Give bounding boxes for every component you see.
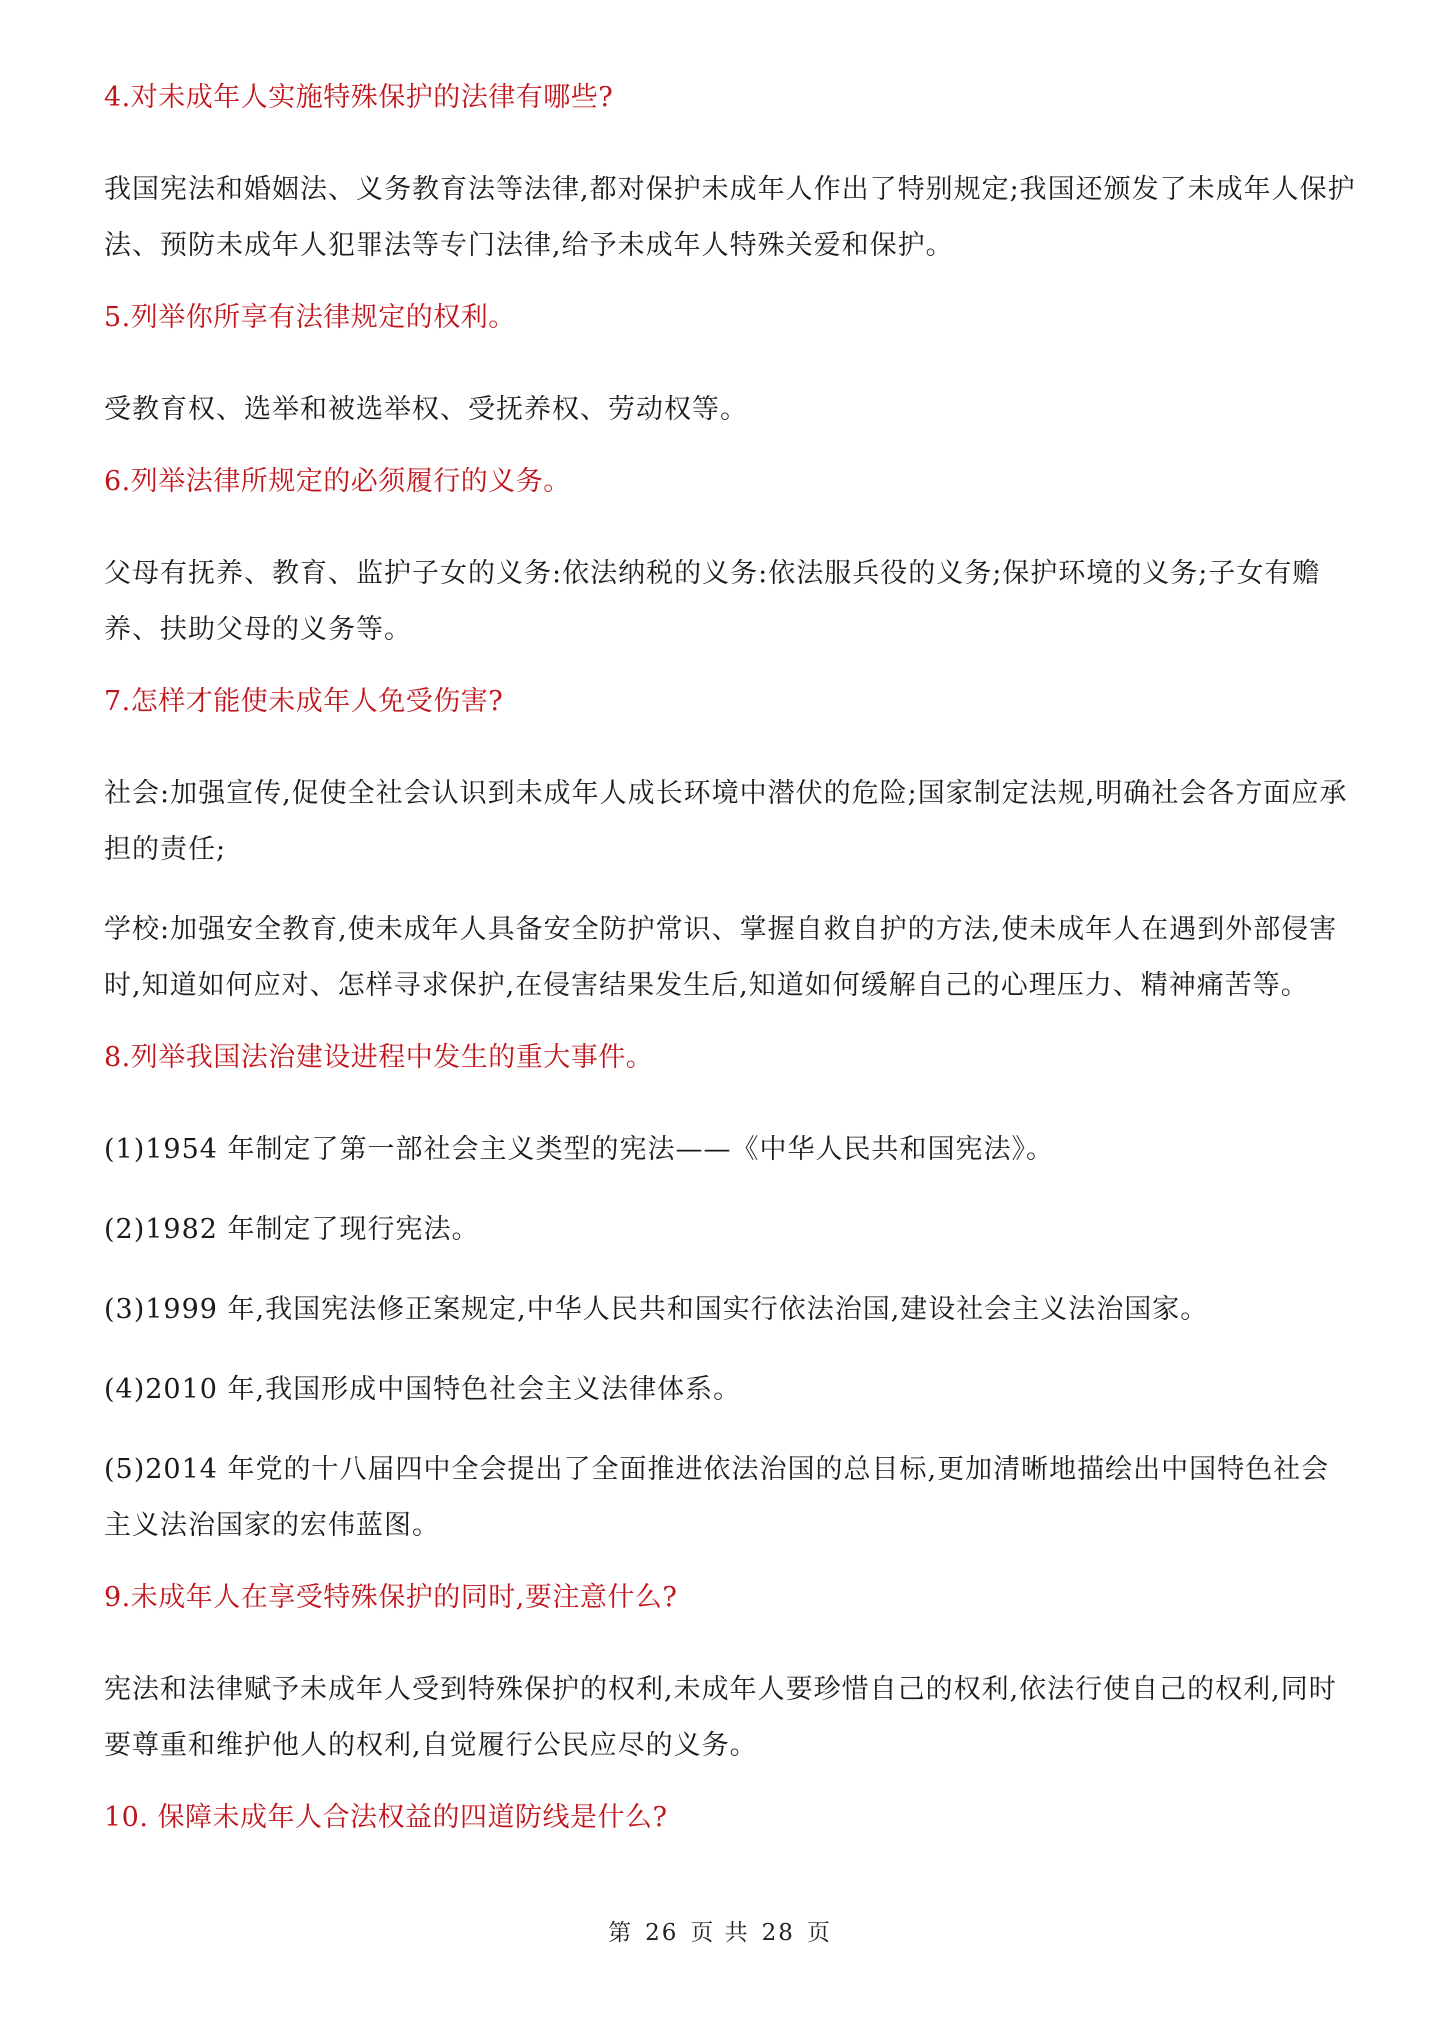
- answer-paragraph: 宪法和法律赋予未成年人受到特殊保护的权利,未成年人要珍惜自己的权利,依法行使自己的权利,同时要尊重和维护他人的权利,自觉履行公民应尽的义务。: [104, 1674, 1337, 1761]
- section-4: [104, 78, 1356, 274]
- document-page: [104, 78, 1356, 1882]
- answer-paragraph: 受教育权、选举和被选举权、受抚养权、劳动权等。: [104, 394, 748, 425]
- event-list-item: (4)2010 年,我国形成中国特色社会主义法律体系。: [104, 1374, 742, 1405]
- section-10: [104, 1798, 1356, 1838]
- question-heading: 10. 保障未成年人合法权益的四道防线是什么?: [104, 1802, 668, 1833]
- footer-prefix: 第: [608, 1920, 634, 1946]
- event-list-item: (5)2014 年党的十八届四中全会提出了全面推进依法治国的总目标,更加清晰地描绘出中国特色社会主义法治国家的宏伟蓝图。: [104, 1454, 1330, 1541]
- page-footer: [0, 1914, 1440, 1947]
- section-7: [104, 682, 1356, 1014]
- question-heading: 6.列举法律所规定的必须履行的义务。: [104, 466, 571, 497]
- answer-paragraph: 父母有抚养、教育、监护子女的义务:依法纳税的义务:依法服兵役的义务;保护环境的义务;子女有赡养、扶助父母的义务等。: [104, 558, 1321, 645]
- section-6: [104, 462, 1356, 658]
- section-8: [104, 1038, 1356, 1554]
- question-heading: 5.列举你所享有法律规定的权利。: [104, 302, 516, 333]
- section-5: [104, 298, 1356, 438]
- footer-middle: 页 共: [690, 1920, 750, 1946]
- question-heading: 9.未成年人在享受特殊保护的同时,要注意什么?: [104, 1582, 678, 1613]
- footer-total-pages: 28: [761, 1920, 795, 1946]
- footer-suffix: 页: [806, 1920, 832, 1946]
- event-list-item: (1)1954 年制定了第一部社会主义类型的宪法——《中华人民共和国宪法》。: [104, 1134, 1055, 1165]
- event-list-item: (2)1982 年制定了现行宪法。: [104, 1214, 480, 1245]
- section-9: [104, 1578, 1356, 1774]
- footer-current-page: 26: [645, 1920, 679, 1946]
- question-heading: 7.怎样才能使未成年人免受伤害?: [104, 686, 504, 717]
- answer-paragraph: 我国宪法和婚姻法、义务教育法等法律,都对保护未成年人作出了特别规定;我国还颁发了未成年人保护法、预防未成年人犯罪法等专门法律,给予未成年人特殊关爱和保护。: [104, 174, 1356, 261]
- question-heading: 4.对未成年人实施特殊保护的法律有哪些?: [104, 82, 614, 113]
- question-heading: 8.列举我国法治建设进程中发生的重大事件。: [104, 1042, 654, 1073]
- answer-paragraph: 社会:加强宣传,促使全社会认识到未成年人成长环境中潜伏的危险;国家制定法规,明确社会各方面应承担的责任;: [104, 778, 1348, 865]
- answer-paragraph: 学校:加强安全教育,使未成年人具备安全防护常识、掌握自救自护的方法,使未成年人在遇到外部侵害时,知道如何应对、怎样寻求保护,在侵害结果发生后,知道如何缓解自己的心理压力、精神痛苦等。: [104, 914, 1338, 1001]
- event-list-item: (3)1999 年,我国宪法修正案规定,中华人民共和国实行依法治国,建设社会主义法治国家。: [104, 1294, 1209, 1325]
